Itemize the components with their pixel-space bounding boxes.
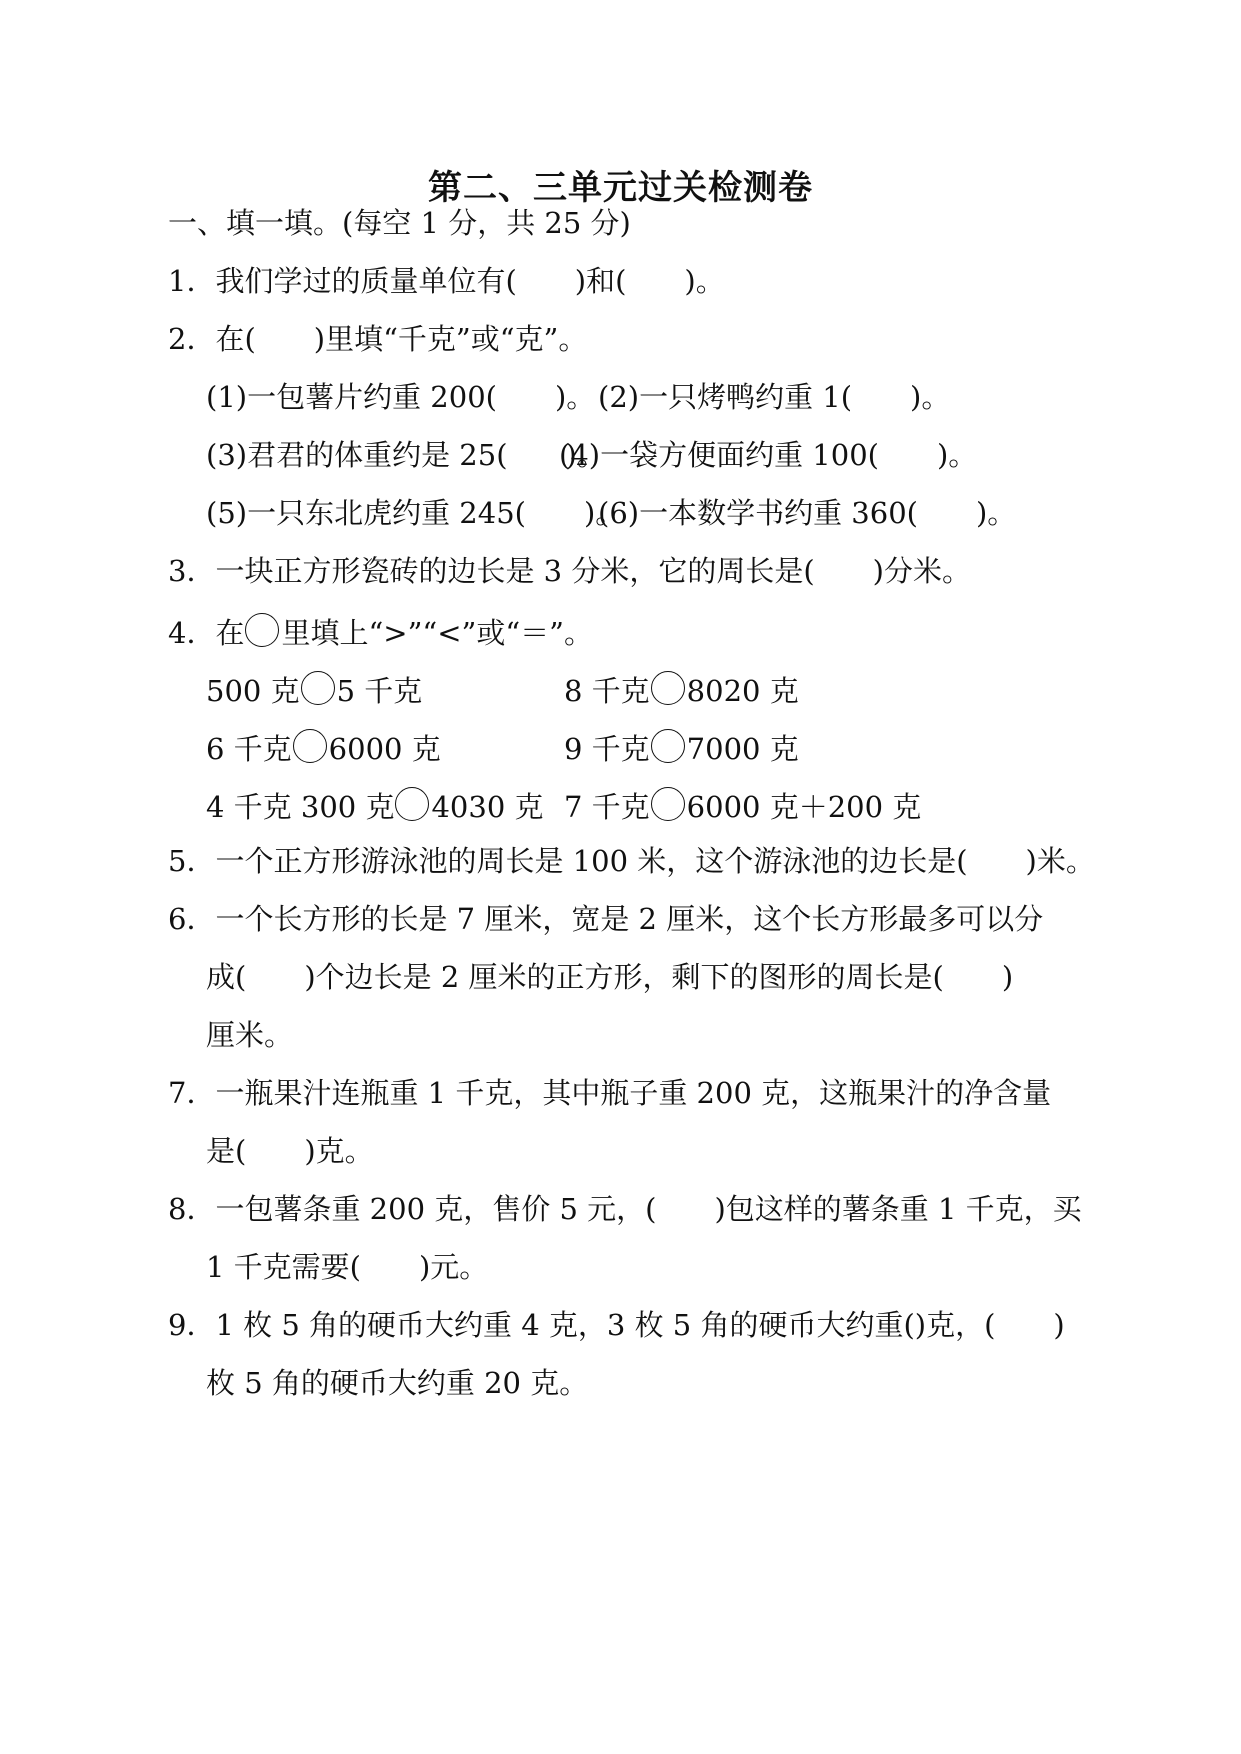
answer-circle [293,729,327,763]
question-8-line-1: 8．一包薯条重 200 克，售价 5 元，( )包这样的薯条重 1 千克，买 [168,1192,1082,1226]
question-9-line-2: 枚 5 角的硬币大约重 20 克。 [206,1366,589,1400]
question-2-item-5: (5)一只东北虎约重 245( )。 [206,496,625,530]
compare-item-5 [206,786,544,828]
page-title: 第二、三单元过关检测卷 [428,168,813,208]
compare-item-3 [206,728,441,770]
question-2-item-4: (4)一袋方便面约重 100( )。 [559,438,978,472]
compare-right: 7000 克 [686,732,799,766]
question-6-line-2: 成( )个边长是 2 厘米的正方形，剩下的图形的周长是( ) [206,960,1014,994]
answer-circle [651,787,685,821]
compare-left: 9 千克 [564,732,650,766]
compare-left: 7 千克 [564,790,650,824]
compare-left: 8 千克 [564,674,650,708]
answer-circle [301,671,335,705]
question-2-item-2: (2)一只烤鸭约重 1( )。 [598,380,951,414]
compare-item-2 [564,670,799,712]
question-8-line-2: 1 千克需要( )元。 [206,1250,489,1284]
compare-left: 500 克 [206,674,300,708]
question-1: 1．我们学过的质量单位有( )和( )。 [168,264,725,298]
question-9-line-1: 9．1 枚 5 角的硬币大约重 4 克，3 枚 5 角的硬币大约重()克，( ) [168,1308,1065,1342]
question-2-item-6: (6)一本数学书约重 360( )。 [598,496,1017,530]
question-2-stem: 2．在( )里填“千克”或“克”。 [168,322,588,356]
answer-circle [651,729,685,763]
compare-item-6 [564,786,921,828]
compare-right: 4030 克 [431,790,544,824]
answer-circle [245,613,279,647]
answer-circle [651,671,685,705]
compare-left: 4 千克 300 克 [206,790,395,824]
compare-item-4 [564,728,799,770]
question-2-item-3: (3)君君的体重约是 25( )。 [206,438,606,472]
section-heading: 一、填一填。(每空 1 分，共 25 分) [168,206,631,240]
question-6-line-3: 厘米。 [206,1018,294,1052]
compare-right: 6000 克＋200 克 [686,790,922,824]
question-7-line-1: 7．一瓶果汁连瓶重 1 千克，其中瓶子重 200 克，这瓶果汁的净含量 [168,1076,1052,1110]
question-4-stem-post: 里填上“>”“<”或“＝”。 [281,616,594,650]
compare-right: 6000 克 [328,732,441,766]
compare-left: 6 千克 [206,732,292,766]
question-2-item-1: (1)一包薯片约重 200( )。 [206,380,596,414]
question-3: 3．一块正方形瓷砖的边长是 3 分米，它的周长是( )分米。 [168,554,971,588]
question-4-stem-pre: 4．在 [168,616,245,650]
compare-right: 5 千克 [336,674,423,708]
question-6-line-1: 6．一个长方形的长是 7 厘米，宽是 2 厘米，这个长方形最多可以分 [168,902,1044,936]
compare-right: 8020 克 [686,674,799,708]
question-5: 5．一个正方形游泳池的周长是 100 米，这个游泳池的边长是( )米。 [168,844,1095,878]
compare-item-1 [206,670,422,712]
question-4-stem [168,612,593,654]
answer-circle [395,787,429,821]
question-7-line-2: 是( )克。 [206,1134,374,1168]
